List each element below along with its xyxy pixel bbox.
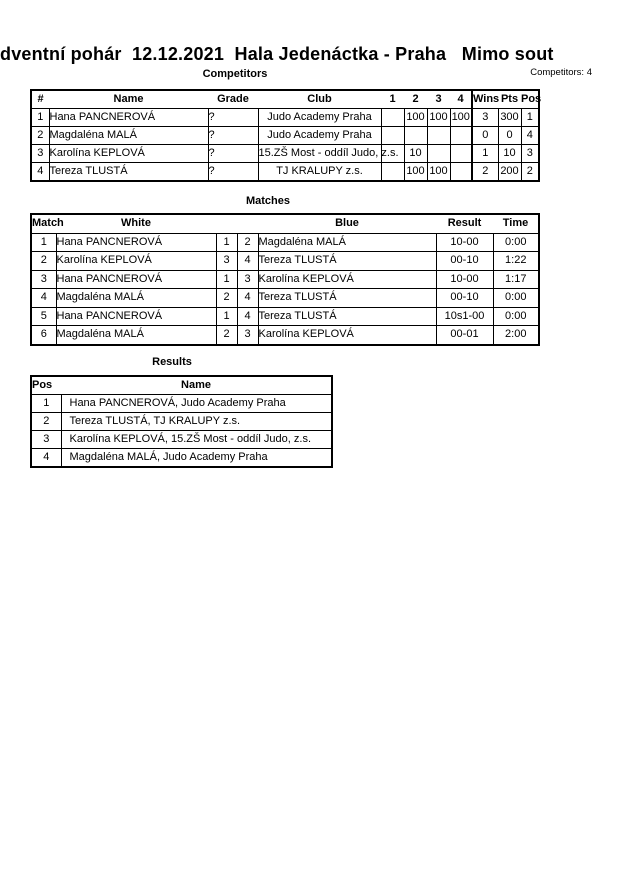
competitor-pos: 1 bbox=[521, 109, 539, 127]
competitor-wins: 2 bbox=[472, 163, 498, 182]
match-row bbox=[31, 252, 539, 271]
competitor-score-1 bbox=[381, 109, 404, 127]
matches-table bbox=[30, 213, 540, 346]
competitors-header-club: Club bbox=[258, 90, 381, 109]
competitor-score-4 bbox=[450, 145, 472, 163]
result-pos: 4 bbox=[31, 449, 61, 468]
match-result: 00-10 bbox=[436, 252, 493, 271]
match-white-num: 1 bbox=[216, 233, 237, 252]
matches-header-white: White bbox=[56, 214, 216, 233]
competitor-row bbox=[31, 145, 539, 163]
competitor-score-3: 100 bbox=[427, 163, 450, 182]
match-result: 00-10 bbox=[436, 289, 493, 308]
match-blue-name: Tereza TLUSTÁ bbox=[258, 289, 436, 308]
results-header-row bbox=[31, 376, 332, 395]
matches-header-spacer bbox=[216, 214, 237, 233]
match-white-num: 3 bbox=[216, 252, 237, 271]
competitor-name: Hana PANCNEROVÁ bbox=[49, 109, 208, 127]
match-white-num: 2 bbox=[216, 289, 237, 308]
competitor-club: Judo Academy Praha bbox=[258, 127, 381, 145]
competitor-grade: ? bbox=[208, 163, 258, 182]
competitor-score-1 bbox=[381, 127, 404, 145]
match-number: 4 bbox=[31, 289, 56, 308]
match-number: 3 bbox=[31, 270, 56, 289]
competitor-score-3 bbox=[427, 145, 450, 163]
results-table bbox=[30, 375, 333, 468]
competitor-grade: ? bbox=[208, 127, 258, 145]
result-row bbox=[31, 431, 332, 449]
match-blue-num: 2 bbox=[237, 233, 258, 252]
matches-header-blue: Blue bbox=[258, 214, 436, 233]
competitor-grade: ? bbox=[208, 109, 258, 127]
competitors-header-num: # bbox=[31, 90, 49, 109]
results-heading: Results bbox=[152, 356, 192, 368]
competitors-header-row bbox=[31, 90, 539, 109]
competitors-heading: Competitors bbox=[202, 68, 268, 80]
competitor-name: Karolína KEPLOVÁ bbox=[49, 145, 208, 163]
match-time: 0:00 bbox=[493, 307, 539, 326]
competitor-score-3: 100 bbox=[427, 109, 450, 127]
match-blue-name: Magdaléna MALÁ bbox=[258, 233, 436, 252]
competitor-pts: 0 bbox=[498, 127, 521, 145]
competitor-name: Magdaléna MALÁ bbox=[49, 127, 208, 145]
match-blue-num: 3 bbox=[237, 326, 258, 345]
result-name: Hana PANCNEROVÁ, Judo Academy Praha bbox=[61, 395, 332, 413]
competitor-score-4 bbox=[450, 163, 472, 182]
competitors-header-opp3: 3 bbox=[427, 90, 450, 109]
result-pos: 3 bbox=[31, 431, 61, 449]
competitor-row bbox=[31, 163, 539, 182]
match-blue-num: 3 bbox=[237, 270, 258, 289]
competitors-table bbox=[30, 89, 540, 182]
competitors-header-name: Name bbox=[49, 90, 208, 109]
competitor-score-4: 100 bbox=[450, 109, 472, 127]
competitor-wins: 1 bbox=[472, 145, 498, 163]
match-white-name: Hana PANCNEROVÁ bbox=[56, 307, 216, 326]
match-result: 10s1-00 bbox=[436, 307, 493, 326]
competitor-score-3 bbox=[427, 127, 450, 145]
match-white-name: Magdaléna MALÁ bbox=[56, 326, 216, 345]
competitor-club: 15.ZŠ Most - oddíl Judo, z.s. bbox=[258, 145, 381, 163]
result-name: Tereza TLUSTÁ, TJ KRALUPY z.s. bbox=[61, 413, 332, 431]
match-row bbox=[31, 289, 539, 308]
competitors-header-opp2: 2 bbox=[404, 90, 427, 109]
competitor-club: TJ KRALUPY z.s. bbox=[258, 163, 381, 182]
match-number: 6 bbox=[31, 326, 56, 345]
competitor-pos: 4 bbox=[521, 127, 539, 145]
match-white-name: Hana PANCNEROVÁ bbox=[56, 270, 216, 289]
match-row bbox=[31, 233, 539, 252]
result-row bbox=[31, 413, 332, 431]
competitor-club: Judo Academy Praha bbox=[258, 109, 381, 127]
match-number: 5 bbox=[31, 307, 56, 326]
competitor-row bbox=[31, 109, 539, 127]
match-blue-name: Karolína KEPLOVÁ bbox=[258, 326, 436, 345]
competitor-name: Tereza TLUSTÁ bbox=[49, 163, 208, 182]
match-result: 10-00 bbox=[436, 233, 493, 252]
match-blue-num: 4 bbox=[237, 289, 258, 308]
competitors-header-grade: Grade bbox=[208, 90, 258, 109]
matches-header-row bbox=[31, 214, 539, 233]
competitors-header-opp4: 4 bbox=[450, 90, 472, 109]
match-white-num: 2 bbox=[216, 326, 237, 345]
match-time: 0:00 bbox=[493, 233, 539, 252]
match-row bbox=[31, 270, 539, 289]
match-time: 2:00 bbox=[493, 326, 539, 345]
result-pos: 2 bbox=[31, 413, 61, 431]
match-row bbox=[31, 307, 539, 326]
match-time: 0:00 bbox=[493, 289, 539, 308]
match-result: 10-00 bbox=[436, 270, 493, 289]
competitor-wins: 3 bbox=[472, 109, 498, 127]
page-title: dventní pohár 12.12.2021 Hala Jedenáctka - Praha Mimo sout bbox=[0, 44, 554, 64]
match-time: 1:17 bbox=[493, 270, 539, 289]
match-time: 1:22 bbox=[493, 252, 539, 271]
competitor-num: 2 bbox=[31, 127, 49, 145]
competitor-score-2: 100 bbox=[404, 109, 427, 127]
competitor-pos: 2 bbox=[521, 163, 539, 182]
result-pos: 1 bbox=[31, 395, 61, 413]
competitor-score-4 bbox=[450, 127, 472, 145]
matches-header-result: Result bbox=[436, 214, 493, 233]
competitor-pos: 3 bbox=[521, 145, 539, 163]
competitor-pts: 10 bbox=[498, 145, 521, 163]
result-name: Magdaléna MALÁ, Judo Academy Praha bbox=[61, 449, 332, 468]
competitor-row bbox=[31, 127, 539, 145]
competitor-score-2: 100 bbox=[404, 163, 427, 182]
match-row bbox=[31, 326, 539, 345]
match-white-num: 1 bbox=[216, 307, 237, 326]
results-header-name: Name bbox=[61, 376, 332, 395]
competitors-header-wins: Wins bbox=[472, 90, 498, 109]
competitor-num: 1 bbox=[31, 109, 49, 127]
competitors-count: Competitors: 4 bbox=[530, 67, 592, 78]
competitors-header-pos: Pos bbox=[521, 90, 539, 109]
result-row bbox=[31, 395, 332, 413]
competitor-num: 3 bbox=[31, 145, 49, 163]
competitor-grade: ? bbox=[208, 145, 258, 163]
match-blue-name: Karolína KEPLOVÁ bbox=[258, 270, 436, 289]
competitor-pts: 300 bbox=[498, 109, 521, 127]
competitors-header-opp1: 1 bbox=[381, 90, 404, 109]
results-header-pos: Pos bbox=[31, 376, 61, 395]
match-white-name: Hana PANCNEROVÁ bbox=[56, 233, 216, 252]
competitor-score-1 bbox=[381, 163, 404, 182]
competitor-num: 4 bbox=[31, 163, 49, 182]
result-name: Karolína KEPLOVÁ, 15.ZŠ Most - oddíl Judo, z.s. bbox=[61, 431, 332, 449]
matches-heading: Matches bbox=[245, 195, 291, 207]
match-number: 1 bbox=[31, 233, 56, 252]
match-white-num: 1 bbox=[216, 270, 237, 289]
match-white-name: Magdaléna MALÁ bbox=[56, 289, 216, 308]
result-row bbox=[31, 449, 332, 468]
match-white-name: Karolína KEPLOVÁ bbox=[56, 252, 216, 271]
match-number: 2 bbox=[31, 252, 56, 271]
competitor-pts: 200 bbox=[498, 163, 521, 182]
match-blue-name: Tereza TLUSTÁ bbox=[258, 307, 436, 326]
matches-header-spacer bbox=[237, 214, 258, 233]
competitor-score-2 bbox=[404, 127, 427, 145]
competitors-header-pts: Pts bbox=[498, 90, 521, 109]
competitor-score-2: 10 bbox=[404, 145, 427, 163]
competitor-wins: 0 bbox=[472, 127, 498, 145]
match-result: 00-01 bbox=[436, 326, 493, 345]
match-blue-num: 4 bbox=[237, 307, 258, 326]
match-blue-name: Tereza TLUSTÁ bbox=[258, 252, 436, 271]
matches-header-match: Match bbox=[31, 214, 56, 233]
matches-header-time: Time bbox=[493, 214, 539, 233]
match-blue-num: 4 bbox=[237, 252, 258, 271]
